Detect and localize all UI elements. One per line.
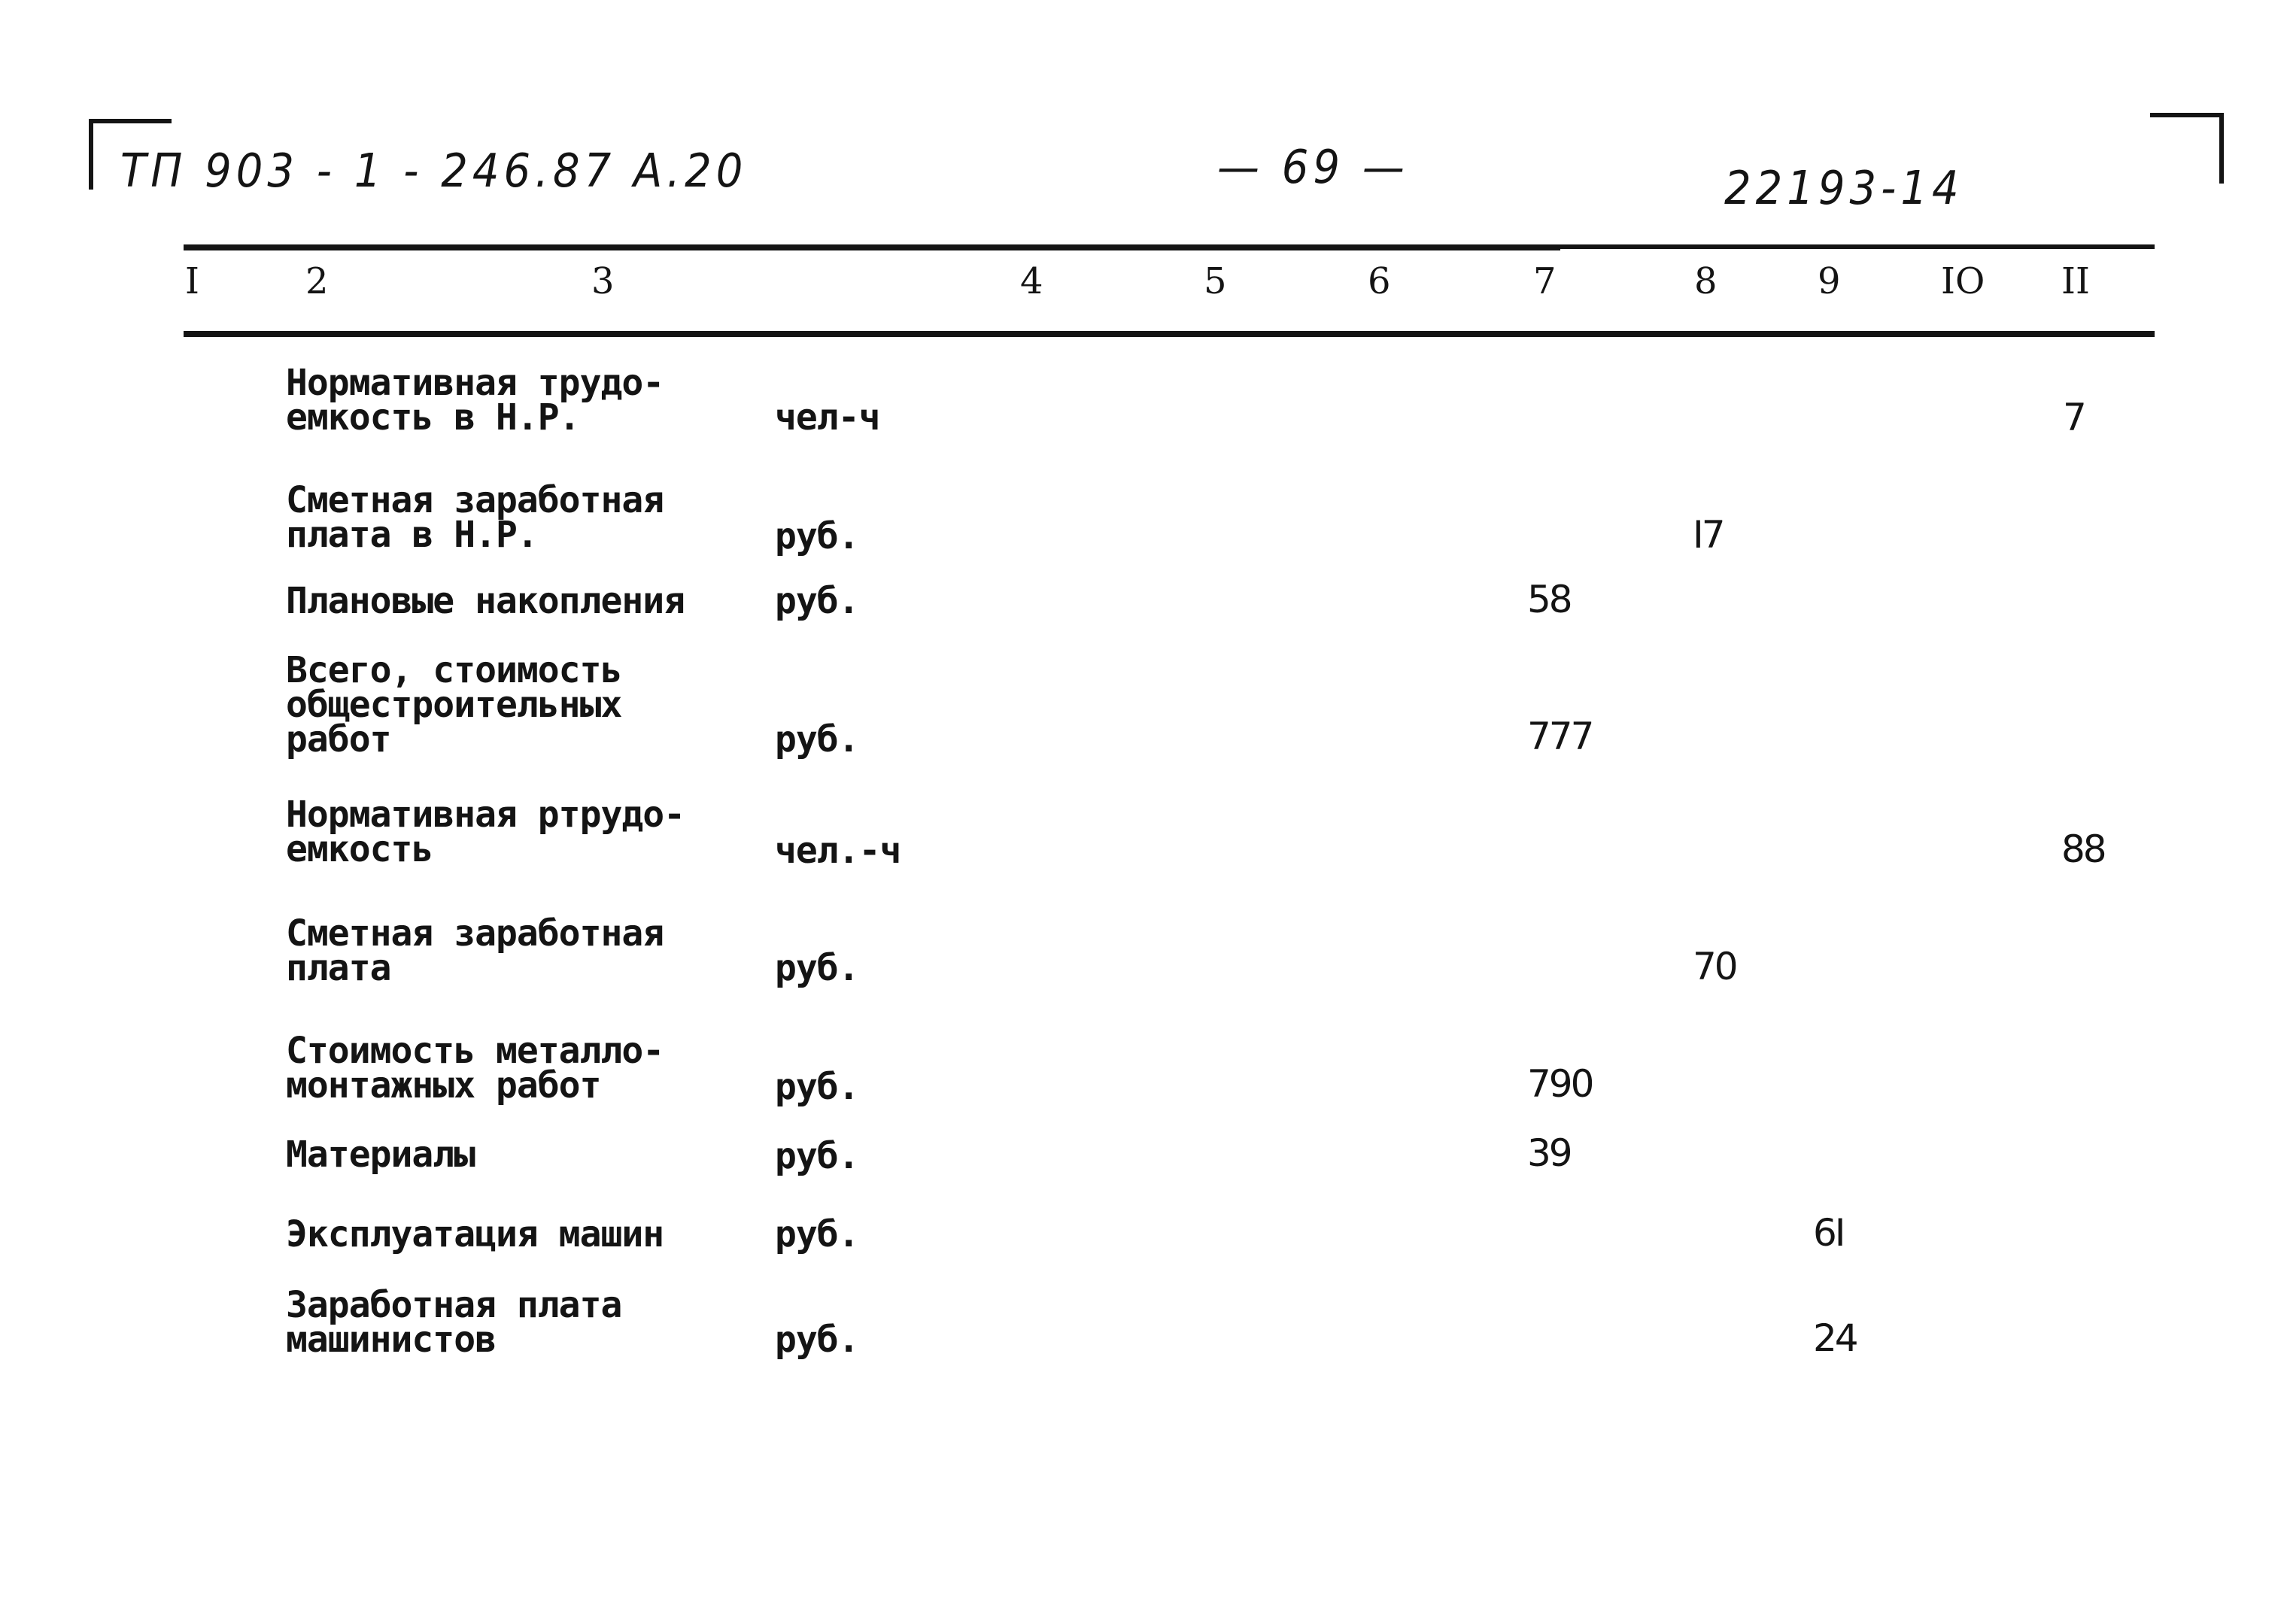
row-5-name: Нормативная ртрудо- емкость [286, 794, 685, 870]
column-number-4: 4 [1020, 260, 1043, 302]
row-8-value: 39 [1527, 1131, 1571, 1175]
row-3-unit: руб. [775, 580, 859, 622]
row-1-unit: чел-ч [775, 396, 880, 439]
row-6-unit: руб. [775, 947, 859, 989]
row-4-value: 777 [1527, 715, 1593, 758]
column-number-11: II [2061, 260, 2090, 302]
row-5-unit: чел.-ч [775, 830, 901, 872]
row-8-name: Материалы [286, 1134, 475, 1176]
column-number-3: 3 [591, 260, 615, 302]
document-code: ТП 903 - 1 - 246.87 А.20 [120, 144, 748, 199]
column-number-6: 6 [1368, 260, 1391, 302]
row-3-name: Плановые накопления [286, 580, 685, 622]
row-2-value: I7 [1693, 513, 1724, 557]
table-header-rule [184, 331, 2155, 337]
row-7-unit: руб. [775, 1066, 859, 1108]
row-4-unit: руб. [775, 718, 859, 760]
column-number-5: 5 [1204, 260, 1227, 302]
column-number-10: IO [1941, 260, 1985, 302]
column-number-1: I [185, 260, 199, 302]
row-7-name: Стоимость металло- монтажных работ [286, 1030, 664, 1106]
page-number: — 69 — [1217, 140, 1409, 195]
row-7-value: 790 [1527, 1062, 1593, 1106]
registry-number: 22193-14 [1724, 161, 1964, 216]
row-10-unit: руб. [775, 1319, 859, 1361]
row-1-value: 7 [2063, 396, 2085, 439]
row-6-value: 70 [1693, 945, 1736, 988]
row-10-value: 24 [1813, 1316, 1857, 1360]
row-5-value: 88 [2061, 827, 2105, 871]
row-10-name: Заработная плата машинистов [286, 1284, 622, 1361]
row-1-name: Нормативная трудо- емкость в Н.Р. [286, 362, 664, 439]
row-6-name: Сметная заработная плата [286, 912, 664, 989]
row-2-name: Сметная заработная плата в Н.Р. [286, 479, 664, 556]
column-number-9: 9 [1818, 260, 1841, 302]
column-number-7: 7 [1533, 260, 1557, 302]
table-top-rule-inner [184, 248, 1560, 250]
row-4-name: Всего, стоимость общестроительных рабoт [286, 649, 622, 760]
column-number-2: 2 [305, 260, 329, 302]
row-9-unit: руб. [775, 1213, 859, 1255]
column-number-8: 8 [1694, 260, 1718, 302]
row-3-value: 58 [1527, 578, 1571, 621]
row-9-name: Эксплуатация машин [286, 1213, 664, 1255]
row-2-unit: руб. [775, 515, 859, 557]
corner-mark-right [2150, 113, 2224, 184]
row-8-unit: руб. [775, 1135, 859, 1177]
row-9-value: 6I [1813, 1211, 1844, 1255]
